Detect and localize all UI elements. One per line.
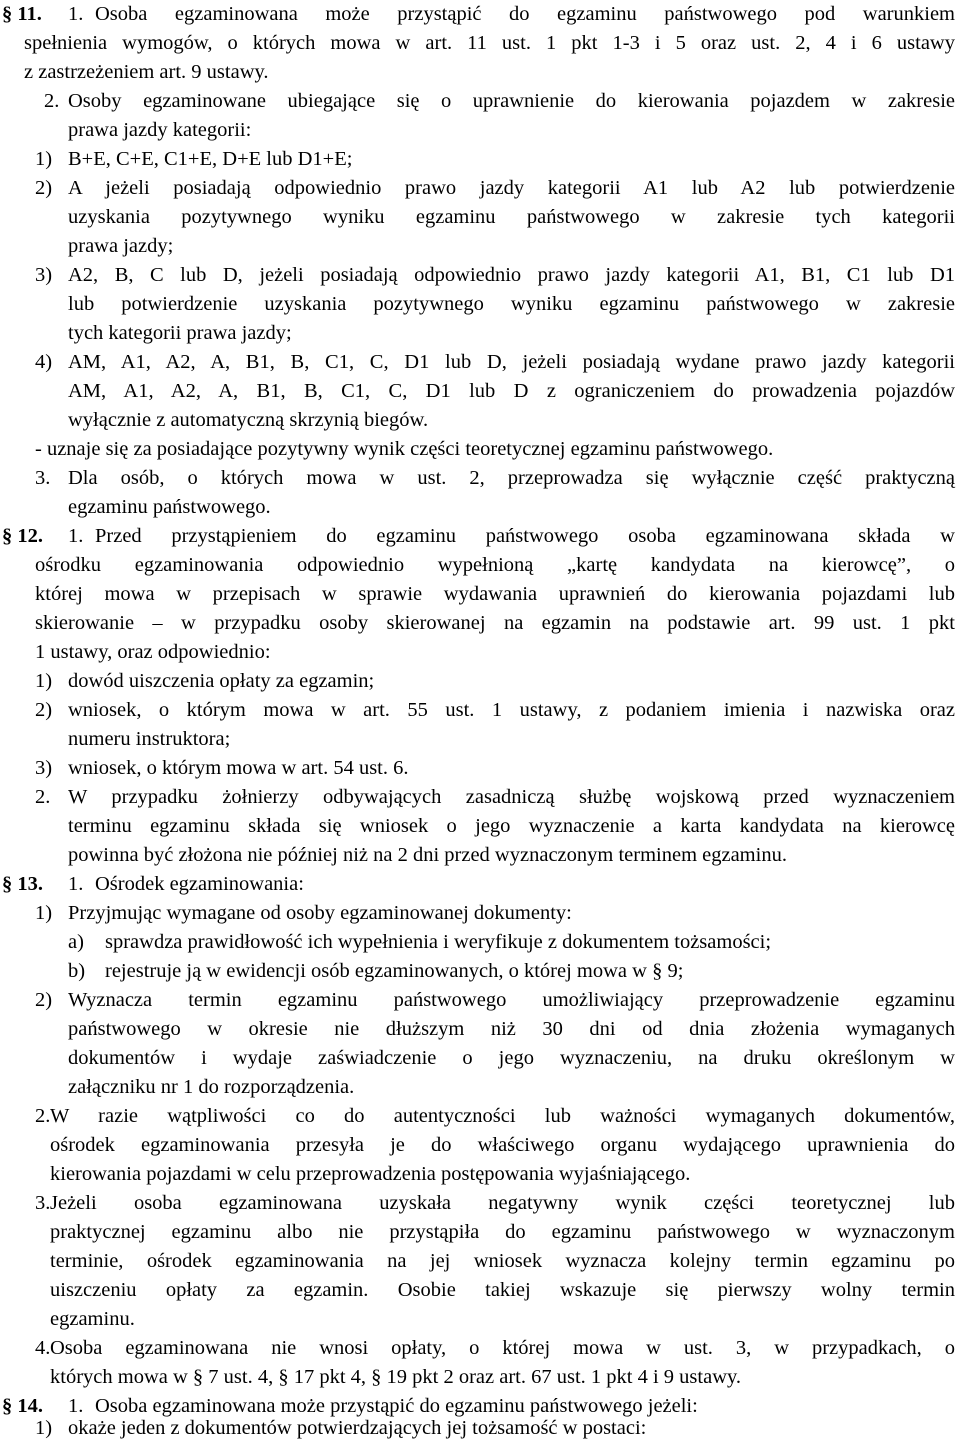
par11-point3-line2: lub potwierdzenie uzyskania pozytywnego wyniku egzaminu państwowego w zakresie	[68, 293, 955, 315]
par11-point4-line2: AM, A1, A2, A, B1, B, C1, C, D1 lub D z ograniczeniem do prowadzenia pojazdów	[68, 380, 955, 402]
par13-item1-number: 1.	[68, 873, 84, 895]
par13-letter-a-line: sprawdza prawidłowość ich wypełnienia i weryfikuje z dokumentem tożsamości;	[105, 931, 772, 953]
par13-point2-line2: państwowego w okresie nie dłuższym niż 30 dni od dnia złożenia wymaganych	[68, 1018, 955, 1040]
par11-item1-line3: z zastrzeżeniem art. 9 ustawy.	[24, 61, 269, 83]
par11-point2-line2: uzyskania pozytywnego wyniku egzaminu państwowego w zakresie tych kategorii	[68, 206, 955, 228]
par13-item3-number: 3.	[35, 1192, 51, 1214]
par13-item4-number: 4.	[35, 1337, 51, 1359]
par12-item2-line1: W przypadku żołnierzy odbywających zasadniczą służbę wojskową przed wyznaczeniem	[68, 786, 955, 808]
par11-item2-number: 2.	[44, 90, 60, 112]
par11-item2-line1: Osoby egzaminowane ubiegające się o uprawnienie do kierowania pojazdem w zakresie	[68, 90, 955, 112]
par13-item3-line4: uiszczeniu opłaty za egzamin. Osobie takiej wskazuje się pierwszy wolny termin	[50, 1279, 955, 1301]
par11-item1-number: 1.	[68, 3, 84, 25]
par11-point3-line1: A2, B, C lub D, jeżeli posiadają odpowiednio prawo jazdy kategorii A1, B1, C1 lub D1	[68, 264, 955, 286]
par13-letter-b-number: b)	[68, 960, 86, 982]
par13-item4-line2: których mowa w § 7 ust. 4, § 17 pkt 4, § 19 pkt 2 oraz art. 67 ust. 1 pkt 4 i 9 ustawy.	[50, 1366, 742, 1388]
par13-point2-line4: załączniku nr 1 do rozporządzenia.	[68, 1076, 355, 1098]
par11-point4-line1: AM, A1, A2, A, B1, B, C1, C, D1 lub D, jeżeli posiadają wydane prawo jazdy kategorii	[68, 351, 955, 373]
par13-point2-number: 2)	[35, 989, 53, 1011]
section-label-12: § 12.	[2, 525, 43, 547]
par13-item2-line3: kierowania pojazdami w celu przeprowadzenia postępowania wyjaśniającego.	[50, 1163, 691, 1185]
par14-point1-line1: okaże jeden z dokumentów potwierdzających jej tożsamość w postaci:	[68, 1417, 647, 1439]
par13-item3-line1: Jeżeli osoba egzaminowana uzyskała negatywny wynik części teoretycznej lub	[50, 1192, 955, 1214]
par13-item2-number: 2.	[35, 1105, 51, 1127]
par12-point2-line1: wniosek, o którym mowa w art. 55 ust. 1 ustawy, z podaniem imienia i nazwiska oraz	[68, 699, 955, 721]
par13-item2-line2: ośrodek egzaminowania przesyła je do właściwego organu wydającego uprawnienia do	[50, 1134, 955, 1156]
par14-item1-number: 1.	[68, 1395, 84, 1417]
par12-point3-line1: wniosek, o którym mowa w art. 54 ust. 6.	[68, 757, 409, 779]
par13-point2-line1: Wyznacza termin egzaminu państwowego umożliwiający przeprowadzenie egzaminu	[68, 989, 955, 1011]
section-label-13: § 13.	[2, 873, 43, 895]
par11-item1-line2: spełnienia wymogów, o których mowa w art. 11 ust. 1 pkt 1-3 i 5 oraz ust. 2, 4 i 6 ustawy	[24, 32, 955, 54]
par12-item2-line2: terminu egzaminu składa się wniosek o jego wyznaczenie a karta kandydata na kierowcę	[68, 815, 955, 837]
section-label-11: § 11.	[2, 3, 42, 25]
par13-point1-line1: Przyjmując wymagane od osoby egzaminowanej dokumenty:	[68, 902, 572, 924]
par13-item3-line2: praktycznej egzaminu albo nie przystąpiła do egzaminu państwowego w wyznaczonym	[50, 1221, 955, 1243]
par11-point2-line1: A jeżeli posiadają odpowiednio prawo jazdy kategorii A1 lub A2 lub potwierdzenie	[68, 177, 955, 199]
par11-item2-closing: - uznaje się za posiadające pozytywny wynik części teoretycznej egzaminu państwowego.	[35, 438, 774, 460]
par13-point1-number: 1)	[35, 902, 53, 924]
section-label-14: § 14.	[2, 1395, 43, 1417]
par11-point2-number: 2)	[35, 177, 53, 199]
par12-point2-number: 2)	[35, 699, 53, 721]
par13-letter-a-number: a)	[68, 931, 84, 953]
par11-item3-line2: egzaminu państwowego.	[68, 496, 271, 518]
par12-item1-line5: 1 ustawy, oraz odpowiednio:	[35, 641, 271, 663]
par12-point2-line2: numeru instruktora;	[68, 728, 231, 750]
par12-point1-line1: dowód uiszczenia opłaty za egzamin;	[68, 670, 375, 692]
par11-point4-line3: wyłącznie z automatyczną skrzynią biegów.	[68, 409, 429, 431]
par12-item1-line2: ośrodku egzaminowania odpowiednio wypełnioną „kartę kandydata na kierowcę”, o	[35, 554, 955, 576]
par13-item2-line1: W razie wątpliwości co do autentyczności lub ważności wymaganych dokumentów,	[50, 1105, 955, 1127]
par11-item3-line1: Dla osób, o których mowa w ust. 2, przeprowadza się wyłącznie część praktyczną	[68, 467, 955, 489]
par11-point4-number: 4)	[35, 351, 53, 373]
par12-item2-number: 2.	[35, 786, 51, 808]
par11-point1-number: 1)	[35, 148, 53, 170]
par13-item4-line1: Osoba egzaminowana nie wnosi opłaty, o której mowa w ust. 3, w przypadkach, o	[50, 1337, 955, 1359]
par11-item3-number: 3.	[35, 467, 51, 489]
par11-point3-line3: tych kategorii prawa jazdy;	[68, 322, 292, 344]
par12-point3-number: 3)	[35, 757, 53, 779]
par12-item2-line3: powinna być złożona nie później niż na 2 dni przed wyznaczonym terminem egzaminu.	[68, 844, 787, 866]
par12-point1-number: 1)	[35, 670, 53, 692]
par14-item1-line1: Osoba egzaminowana może przystąpić do egzaminu państwowego jeżeli:	[95, 1395, 698, 1417]
par11-point2-line3: prawa jazdy;	[68, 235, 174, 257]
par11-item2-line2: prawa jazdy kategorii:	[68, 119, 252, 141]
par14-point1-number: 1)	[35, 1417, 53, 1439]
par12-item1-number: 1.	[68, 525, 84, 547]
par12-item1-line4: skierowanie – w przypadku osoby skierowanej na egzamin na podstawie art. 99 ust. 1 pkt	[35, 612, 955, 634]
par13-item1-line1: Ośrodek egzaminowania:	[95, 873, 304, 895]
par12-item1-line3: której mowa w przepisach w sprawie wydawania uprawnień do kierowania pojazdami lub	[35, 583, 955, 605]
par13-letter-b-line: rejestruje ją w ewidencji osób egzaminowanych, o której mowa w § 9;	[105, 960, 684, 982]
par11-point3-number: 3)	[35, 264, 53, 286]
par13-item3-line5: egzaminu.	[50, 1308, 135, 1330]
par13-point2-line3: dokumentów i wydaje zaświadczenie o jego wyznaczeniu, na druku określonym w	[68, 1047, 955, 1069]
par11-point1-line1: B+E, C+E, C1+E, D+E lub D1+E;	[68, 148, 353, 170]
par11-item1-line1: Osoba egzaminowana może przystąpić do egzaminu państwowego pod warunkiem	[95, 3, 955, 25]
par12-item1-line1: Przed przystąpieniem do egzaminu państwowego osoba egzaminowana składa w	[95, 525, 955, 547]
par13-item3-line3: terminie, ośrodek egzaminowania na jej wniosek wyznacza kolejny termin egzaminu po	[50, 1250, 955, 1272]
